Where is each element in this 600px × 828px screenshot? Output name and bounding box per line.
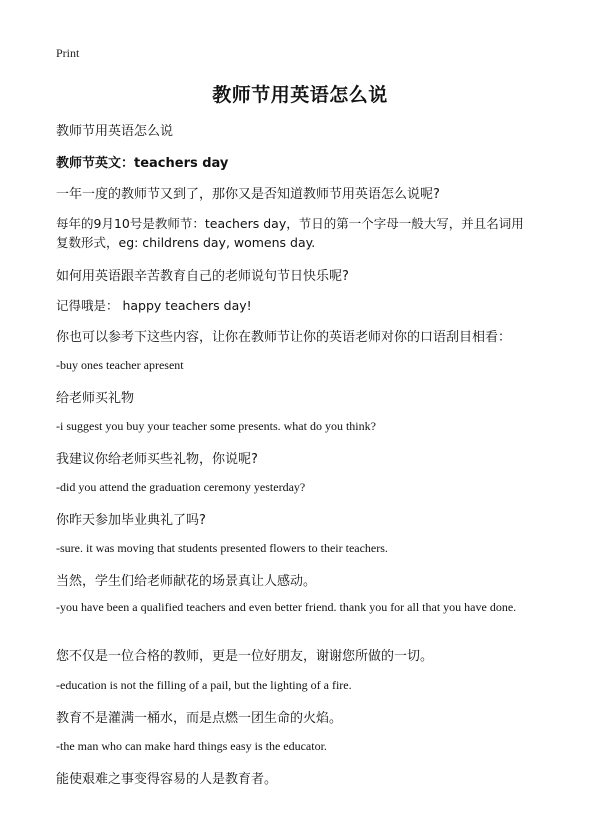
paragraph-line: 记得哦是： happy teachers day!: [56, 298, 252, 313]
paragraph-line: 如何用英语跟辛苦教育自己的老师说句节日快乐呢?: [56, 269, 349, 284]
print-link[interactable]: Print: [56, 46, 80, 60]
section-heading: 教师节英文：teachers day: [56, 156, 229, 171]
chinese-translation-line: 能使艰难之事变得容易的人是教育者。: [56, 772, 278, 787]
english-example-line: -the man who can make hard things easy is the educator.: [56, 739, 327, 753]
chinese-translation-line: 你昨天参加毕业典礼了吗?: [56, 513, 206, 528]
chinese-translation-line: 教育不是灌满一桶水，而是点燃一团生命的火焰。: [56, 711, 343, 726]
paragraph-line: 每年的9月10号是教师节：teachers day，节日的第一个字母一般大写，并且名词用: [56, 216, 524, 231]
english-example-line: -i suggest you buy your teacher some presents. what do you think?: [56, 419, 376, 433]
chinese-translation-line: 给老师买礼物: [56, 391, 135, 406]
english-example-line: -buy ones teacher apresent: [56, 358, 184, 372]
english-example-line: -you have been a qualified teachers and even better friend. thank you for all that you have done.: [56, 600, 517, 614]
chinese-translation-line: 当然，学生们给老师献花的场景真让人感动。: [56, 574, 317, 589]
page-title: 教师节用英语怎么说: [212, 84, 388, 106]
english-example-line: -sure. it was moving that students presented flowers to their teachers.: [56, 541, 388, 555]
paragraph-line: 你也可以参考下这些内容，让你在教师节让你的英语老师对你的口语刮目相看：: [56, 330, 512, 345]
chinese-translation-line: 我建议你给老师买些礼物，你说呢?: [56, 452, 258, 467]
chinese-translation-line: 您不仅是一位合格的教师，更是一位好朋友，谢谢您所做的一切。: [56, 649, 434, 664]
english-example-line: -did you attend the graduation ceremony yesterday?: [56, 480, 306, 494]
english-example-line: -education is not the filling of a pail, but the lighting of a fire.: [56, 678, 352, 692]
paragraph-line: 复数形式，eg: childrens day, womens day.: [56, 235, 316, 250]
subtitle-line: 教师节用英语怎么说: [56, 124, 174, 139]
paragraph-line: 一年一度的教师节又到了，那你又是否知道教师节用英语怎么说呢?: [56, 187, 440, 202]
